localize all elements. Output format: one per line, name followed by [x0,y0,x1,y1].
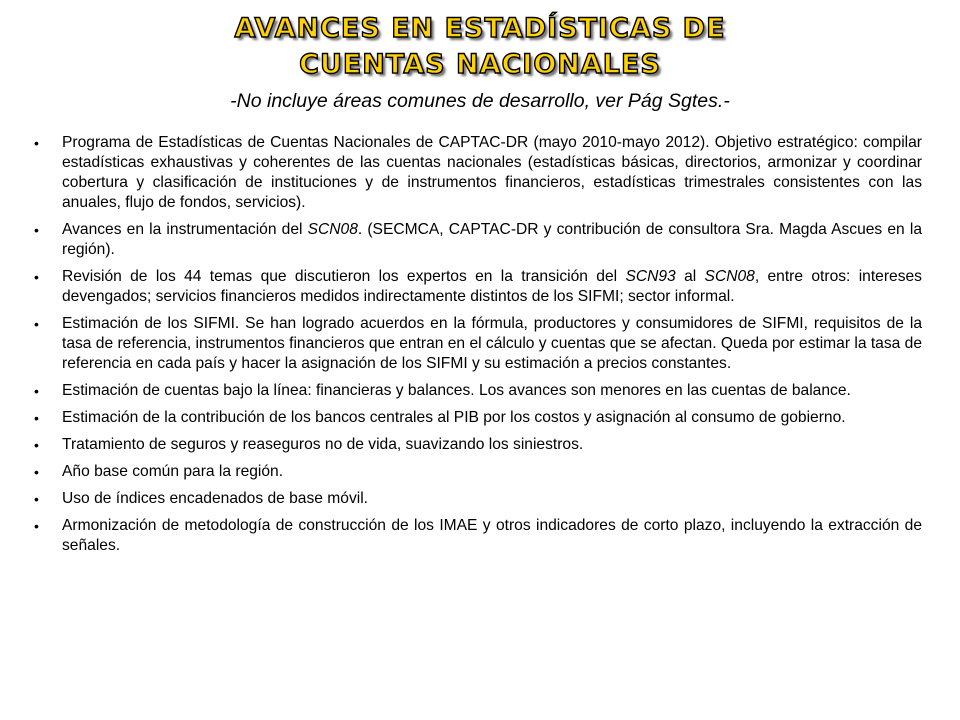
bullet-text [62,463,283,480]
bullet-icon: • [34,437,39,453]
bullet-text-segment: Revisión de los 44 temas que discutieron los expertos en la transición del [62,268,626,285]
bullet-item [34,133,922,213]
bullet-text-segment: Uso de índices encadenados de base móvil. [62,490,369,507]
slide-title-line-1 [0,14,960,44]
bullet-text [62,134,922,211]
bullet-text-segment: , entre otros: intereses devengados; servicios financieros medidos indirectamente distintos de los SIFMI; sector informal. [62,268,922,305]
bullet-item [34,267,922,307]
bullet-text [62,221,922,258]
bullet-text [62,315,922,372]
bullet-text-segment: Programa de Estadísticas de Cuentas Nacionales de CAPTAC-DR (mayo 2010-mayo 2012). Objetivo estratégico: compilar estadísticas exhaustivas y coherentes de las cuentas nacionales (estadísticas básicas, directorios, armonizar y coordinar cobertura y clasificación de instituciones y de instrumentos financieros, estadísticas trimestrales consistentes con las anuales, flujo de fondos, servicios). [62,134,922,211]
bullet-icon: • [34,518,39,534]
bullet-icon: • [34,491,39,507]
bullet-text [62,517,922,554]
bullet-text-segment: Estimación de la contribución de los bancos centrales al PIB por los costos y asignación al consumo de gobierno. [62,409,846,426]
bullet-text-italic: SCN08 [307,221,358,238]
bullet-text [62,382,851,399]
bullet-text-segment: Armonización de metodología de construcción de los IMAE y otros indicadores de corto plazo, incluyendo la extracción de señales. [62,517,922,554]
bullet-item [34,408,922,428]
slide-title-text-1: AVANCES EN ESTADÍSTICAS DE [234,13,726,44]
bullet-text [62,490,368,507]
bullet-text-segment: Estimación de los SIFMI. Se han logrado acuerdos en la fórmula, productores y consumidores de SIFMI, requisitos de la tasa de referencia, instrumentos financieros que entran en el cálculo y cuentas que se afectan. Queda por estimar la tasa de referencia en cada país y hacer la asignación de los SIFMI y su estimación a precios constantes. [62,315,922,372]
bullet-item [34,314,922,374]
bullet-item [34,516,922,556]
bullet-text-segment: Estimación de cuentas bajo la línea: financieras y balances. Los avances son menores en las cuentas de balance. [62,382,851,399]
bullet-text-segment: Avances en la instrumentación del [62,221,308,238]
bullet-icon: • [34,316,39,332]
bullet-item [34,435,922,455]
bullet-text [62,436,583,453]
bullet-text [62,268,922,305]
bullet-icon: • [34,269,39,285]
slide-title-text-2: CUENTAS NACIONALES [299,49,661,80]
bullet-text-segment: Tratamiento de seguros y reaseguros no de vida, suavizando los siniestros. [62,436,584,453]
bullet-icon: • [34,410,39,426]
bullet-text [62,409,846,426]
slide-subtitle: -No incluye áreas comunes de desarrollo, ver Pág Sgtes.- [230,90,730,112]
bullet-icon: • [34,222,39,238]
bullet-item [34,462,922,482]
bullet-item [34,220,922,260]
bullet-icon: • [34,135,39,151]
bullet-text-italic: SCN08 [704,268,755,285]
bullet-icon: • [34,383,39,399]
bullet-list [34,133,922,563]
bullet-text-italic: SCN93 [625,268,676,285]
slide-title-line-2 [0,50,960,80]
bullet-text-segment: al [675,268,705,285]
bullet-text-segment: Año base común para la región. [62,463,284,480]
bullet-item [34,381,922,401]
bullet-icon: • [34,464,39,480]
bullet-item [34,489,922,509]
bullet-text-segment: . (SECMCA, CAPTAC-DR y contribución de consultora Sra. Magda Ascues en la región). [62,221,922,258]
